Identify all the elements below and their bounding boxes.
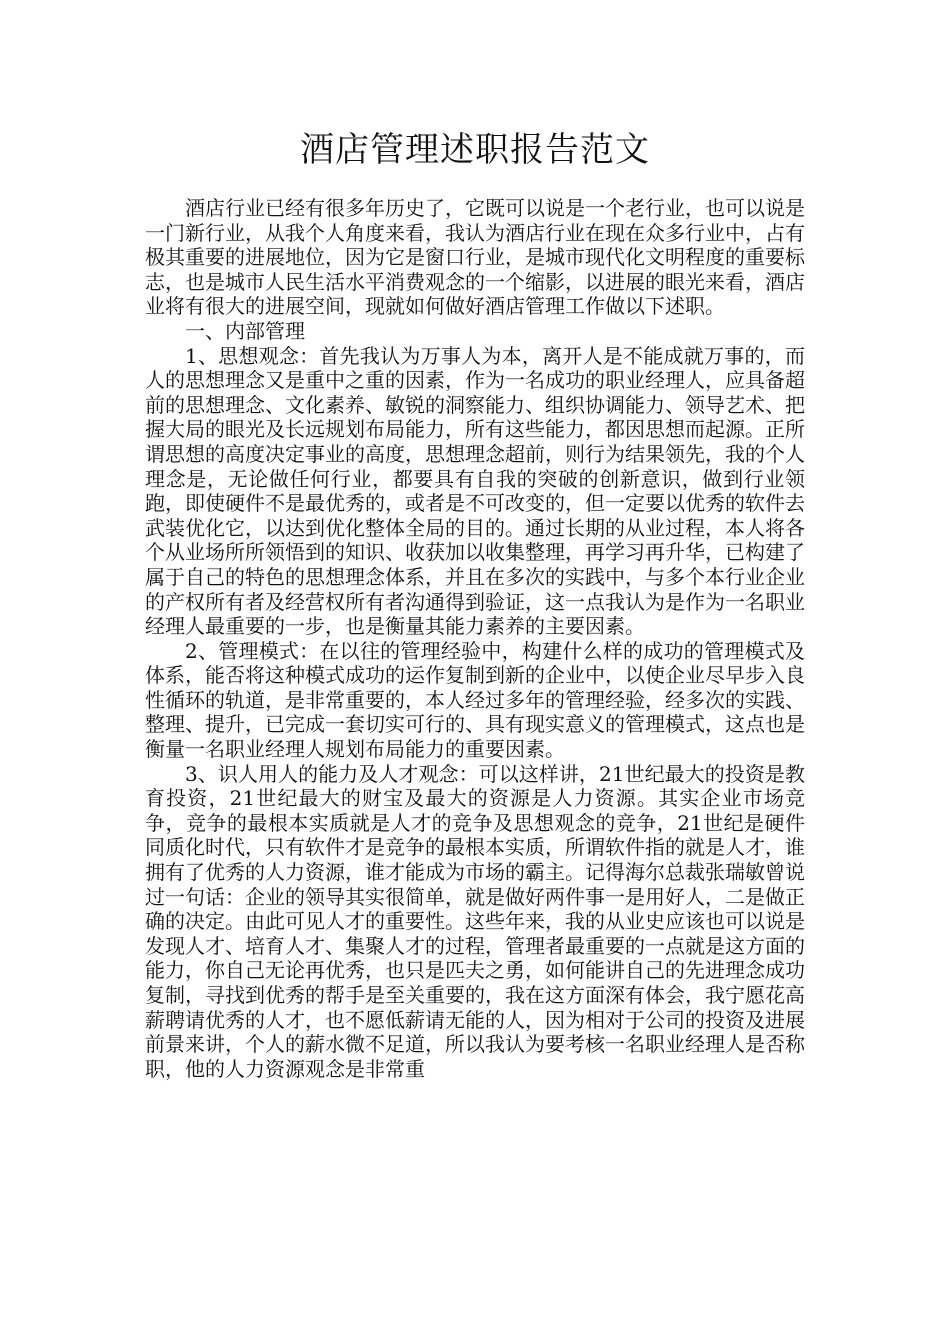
document-body (145, 196, 805, 1081)
paragraph-talent-concept: 3、识人用人的能力及人才观念：可以这样讲，21世纪最大的投资是教育投资，21世纪最大的财宝及最大的资源是人力资源。其实企业市场竞争，竞争的最根本实质就是人才的竞争及思想观念的竞争，21世纪是硬件同质化时代，只有软件才是竞争的最根本实质，所谓软件指的就是人才，谁拥有了优秀的人力资源，谁才能成为市场的霸主。记得海尔总裁张瑞敏曾说过一句话：企业的领导其实很简单，就是做好两件事一是用好人，二是做正确的决定。由此可见人才的重要性。这些年来，我的从业史应该也可以说是发现人才、培育人才、集聚人才的过程，管理者最重要的一点就是这方面的能力，你自己无论再优秀，也只是匹夫之勇，如何能讲自己的先进理念成功复制，寻找到优秀的帮手是至关重要的，我在这方面深有体会，我宁愿花高薪聘请优秀的人才，也不愿低薪请无能的人，因为相对于公司的投资及进展前景来讲，个人的薪水微不足道，所以我认为要考核一名职业经理人是否称职，他的人力资源观念是非常重 (145, 761, 805, 1081)
document-title: 酒店管理述职报告范文 (300, 130, 650, 170)
section-heading-internal-management: 一、内部管理 (185, 318, 305, 343)
intro-paragraph: 酒店行业已经有很多年历史了，它既可以说是一个老行业，也可以说是一门新行业，从我个人角度来看，我认为酒店行业在现在众多行业中，占有极其重要的进展地位，因为它是窗口行业，是城市现代化文明程度的重要标志，也是城市人民生活水平消费观念的一个缩影，以进展的眼光来看，酒店业将有很大的进展空间，现就如何做好酒店管理工作做以下述职。 (145, 196, 805, 319)
paragraph-thinking-concept: 1、思想观念：首先我认为万事人为本，离开人是不能成就万事的，而人的思想理念又是重中之重的因素，作为一名成功的职业经理人，应具备超前的思想理念、文化素养、敏锐的洞察能力、组织协调能力、领导艺术、把握大局的眼光及长远规划布局能力，所有这些能力，都因思想而起源。正所谓思想的高度决定事业的高度，思想理念超前，则行为结果领先，我的个人理念是，无论做任何行业，都要具有自我的突破的创新意识，做到行业领跑，即使硬件不是最优秀的，或者是不可改变的，但一定要以优秀的软件去武装优化它，以达到优化整体全局的目的。通过长期的从业过程，本人将各个从业场所所领悟到的知识、收获加以收集整理，再学习再升华，已构建了属于自己的特色的思想理念体系，并且在多次的实践中，与多个本行业企业的产权所有者及经营权所有者沟通得到验证，这一点我认为是作为一名职业经理人最重要的一步，也是衡量其能力素养的主要因素。 (145, 343, 805, 639)
paragraph-management-model: 2、管理模式：在以往的管理经验中，构建什么样的成功的管理模式及体系，能否将这种模式成功的运作复制到新的企业中，以使企业尽早步入良性循环的轨道，是非常重要的，本人经过多年的管理经验，经多次的实践、整理、提升，已完成一套切实可行的、具有现实意义的管理模式，这点也是衡量一名职业经理人规划布局能力的重要因素。 (145, 638, 805, 762)
